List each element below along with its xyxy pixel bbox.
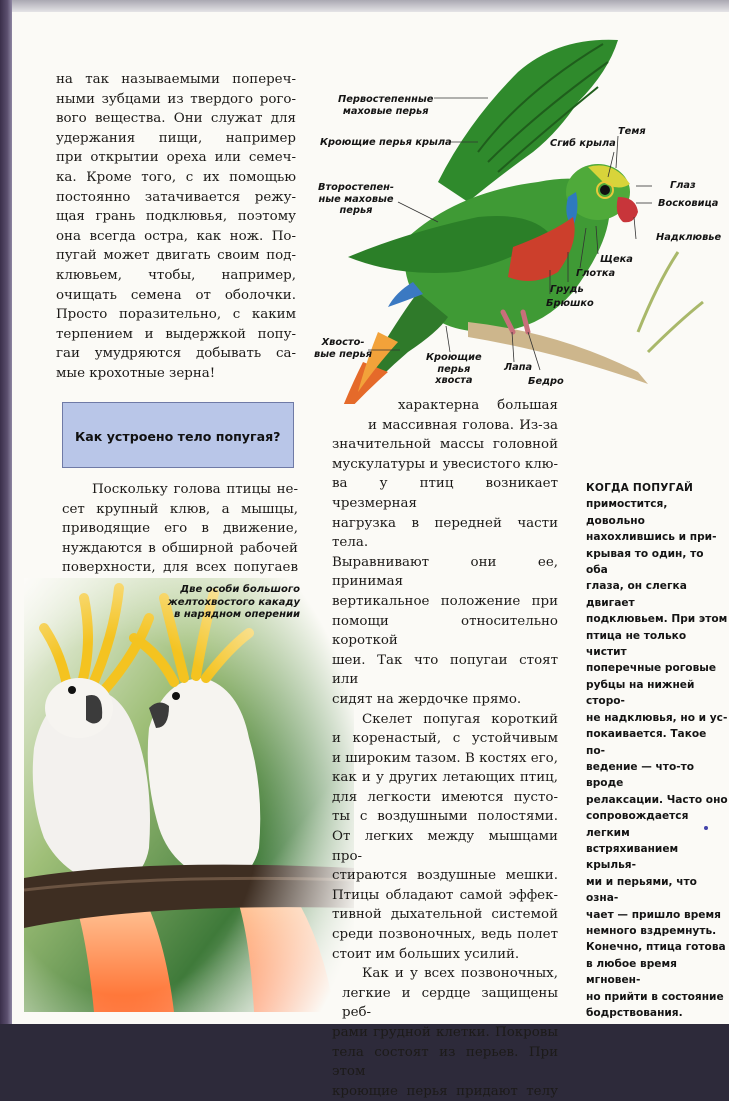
caption-line: желтохвостого какаду: [167, 596, 300, 608]
text-line: ка. Кроме того, с их помощью: [56, 169, 296, 185]
sidebar-note: [586, 480, 729, 1021]
label-secondary-feathers: Второстепен- ные маховые перья: [318, 182, 394, 216]
sidebar-line: встряхиванием крылья-: [586, 842, 679, 872]
text-line: От легких между мышцами про-: [332, 829, 558, 864]
text-line: ными зубцами из твердого рого-: [56, 91, 296, 107]
text-line: вого вещества. Они служат для: [56, 111, 296, 127]
text-line: и массивная голова. Из-за: [368, 417, 558, 433]
text-line: тивной дыхательной системой: [332, 907, 558, 923]
text-line: помощи относительно короткой: [332, 613, 558, 649]
text-line: приводящие его в движение,: [62, 521, 298, 537]
text-line: кроющие перья придают телу: [332, 1083, 558, 1099]
sidebar-line: сопровождается легким: [586, 810, 689, 839]
text-line: для легкости имеются пусто-: [332, 789, 558, 805]
text-line: мые крохотные зерна!: [56, 365, 216, 381]
sidebar-line: покаивается. Такое по-: [586, 728, 707, 757]
text-line: Как и у всех позвоночных,: [362, 966, 558, 982]
parrot-anatomy-diagram: [314, 32, 729, 404]
sidebar-line: рубцы на нижней сторо-: [586, 678, 695, 708]
label-upper-mandible: Надклювье: [656, 232, 722, 243]
sidebar-line: ми и перьями, что озна-: [586, 875, 697, 905]
text-line: ты с воздушными полостями.: [332, 809, 558, 825]
text-line: Скелет попугая короткий: [362, 711, 558, 727]
text-line: среди позвоночных, ведь полет: [332, 927, 558, 943]
text-line: легкие и сердце защищены реб-: [342, 985, 558, 1021]
label-crown: Темя: [618, 126, 646, 137]
label-tail-coverts: Кроющие перья хвоста: [426, 352, 482, 386]
photo-caption: [150, 584, 300, 622]
label-breast: Грудь: [550, 284, 584, 295]
label-thigh: Бедро: [528, 376, 564, 387]
text-line: мускулатуры и увесистого клю-: [332, 456, 558, 472]
cockatoo-photo: [24, 578, 354, 1012]
text-line: нуждаются в обширной рабочей: [62, 540, 298, 556]
text-line: при открытии ореха или семеч-: [56, 150, 296, 166]
text-line: тела состоят из перьев. При этом: [332, 1044, 558, 1080]
sidebar-line: птица не только чистит: [586, 629, 687, 659]
label-tail-feathers: Хвосто- вые перья: [314, 337, 373, 360]
parrot-illustration: [318, 32, 729, 404]
sidebar-line: релаксации. Часто оно: [586, 793, 728, 806]
label-wing-bend: Сгиб крыла: [550, 138, 616, 149]
text-line: клювьем, чтобы, например,: [56, 267, 296, 283]
text-line: стоит им больших усилий.: [332, 946, 520, 962]
text-line: Выравнивают они ее, принимая: [332, 554, 558, 590]
text-line: как и у других летающих птиц,: [332, 770, 558, 786]
text-line: пугай может двигать своим под-: [56, 248, 296, 264]
text-line: рами грудной клетки. Покровы: [332, 1025, 558, 1040]
text-line: постоянно затачивается режу-: [56, 189, 296, 205]
text-line: она всегда остра, как нож. По-: [56, 228, 296, 244]
caption-line: Две особи большого: [180, 584, 300, 595]
section-heading-box: [62, 402, 294, 468]
text-line: Просто поразительно, с каким: [56, 307, 296, 323]
label-belly: Брюшко: [546, 298, 594, 309]
sidebar-line: нахохлившись и при-: [586, 531, 717, 544]
sidebar-line: не надклювья, но и ус-: [586, 711, 728, 724]
caption-line: в нарядном оперении: [174, 609, 300, 620]
label-foot: Лапа: [504, 362, 533, 373]
section-heading: Как устроено тело попугая?: [75, 429, 281, 444]
text-line: удержания пищи, например: [56, 130, 296, 146]
text-line: щая грань подклювья, поэтому: [56, 209, 296, 225]
text-line: ва у птиц возникает чрезмерная: [332, 476, 558, 511]
label-primary-feathers: Первостепенные маховые перья: [338, 94, 434, 117]
text-line: нагрузка в передней части тела.: [332, 515, 558, 551]
text-line: характерна большая: [398, 398, 558, 413]
sidebar-line: подклювьем. При этом: [586, 613, 728, 626]
text-line: значительной массы головной: [332, 437, 558, 453]
sidebar-line: чает — пришло время: [586, 908, 721, 921]
sidebar-line: примостится, довольно: [586, 498, 668, 527]
text-line: и широким тазом. В костях его,: [332, 750, 558, 766]
text-column-2: [332, 396, 558, 1101]
text-line: стираются воздушные мешки.: [332, 868, 558, 884]
label-cheek: Щека: [600, 254, 633, 265]
text-line: на так называемыми попереч-: [56, 72, 296, 87]
text-line: поверхности, для всех попугаев: [62, 560, 298, 576]
text-line: сет крупный клюв, а мышцы,: [62, 501, 298, 517]
text-line: и коренастый, с устойчивым: [332, 731, 558, 747]
text-line: Птицы обладают самой эффек-: [332, 887, 558, 903]
text-line: сидят на жердочке прямо.: [332, 691, 522, 707]
label-cere: Восковица: [658, 198, 719, 209]
text-column-1: [56, 70, 296, 384]
sidebar-line: поперечные роговые: [586, 662, 717, 675]
text-line: вертикальное положение при: [332, 593, 558, 609]
label-throat: Глотка: [576, 268, 616, 279]
print-dot: [704, 826, 708, 830]
text-line: терпением и выдержкой попу-: [56, 326, 296, 342]
sidebar-line: глаза, он слегка двигает: [586, 580, 687, 609]
section-intro-text: [62, 480, 298, 578]
text-line: шеи. Так что попугаи стоят или: [332, 652, 558, 688]
parrot-beak: [617, 197, 638, 222]
sidebar-line: крывая то один, то оба: [586, 547, 704, 577]
sidebar-line: в любое время мгновен-: [586, 957, 677, 987]
label-eye: Глаз: [670, 180, 696, 191]
book-spine-edge: [0, 0, 12, 1024]
sidebar-line: ведение — что-то вроде: [586, 760, 695, 790]
sidebar-line: немного вздремнуть.: [586, 924, 717, 937]
text-line: гаи умудряются добывать са-: [56, 346, 296, 362]
sidebar-line: Конечно, птица готова: [586, 941, 726, 954]
text-line: Поскольку голова птицы не-: [92, 482, 298, 497]
page-top-edge: [0, 0, 729, 12]
sidebar-line: но прийти в состояние: [586, 990, 724, 1003]
sidebar-lead: КОГДА ПОПУГАЙ: [586, 482, 694, 494]
label-wing-coverts: Кроющие перья крыла: [320, 137, 452, 148]
text-line: очищать семена от оболочки.: [56, 287, 296, 303]
sidebar-line: бодрствования.: [586, 1007, 683, 1019]
